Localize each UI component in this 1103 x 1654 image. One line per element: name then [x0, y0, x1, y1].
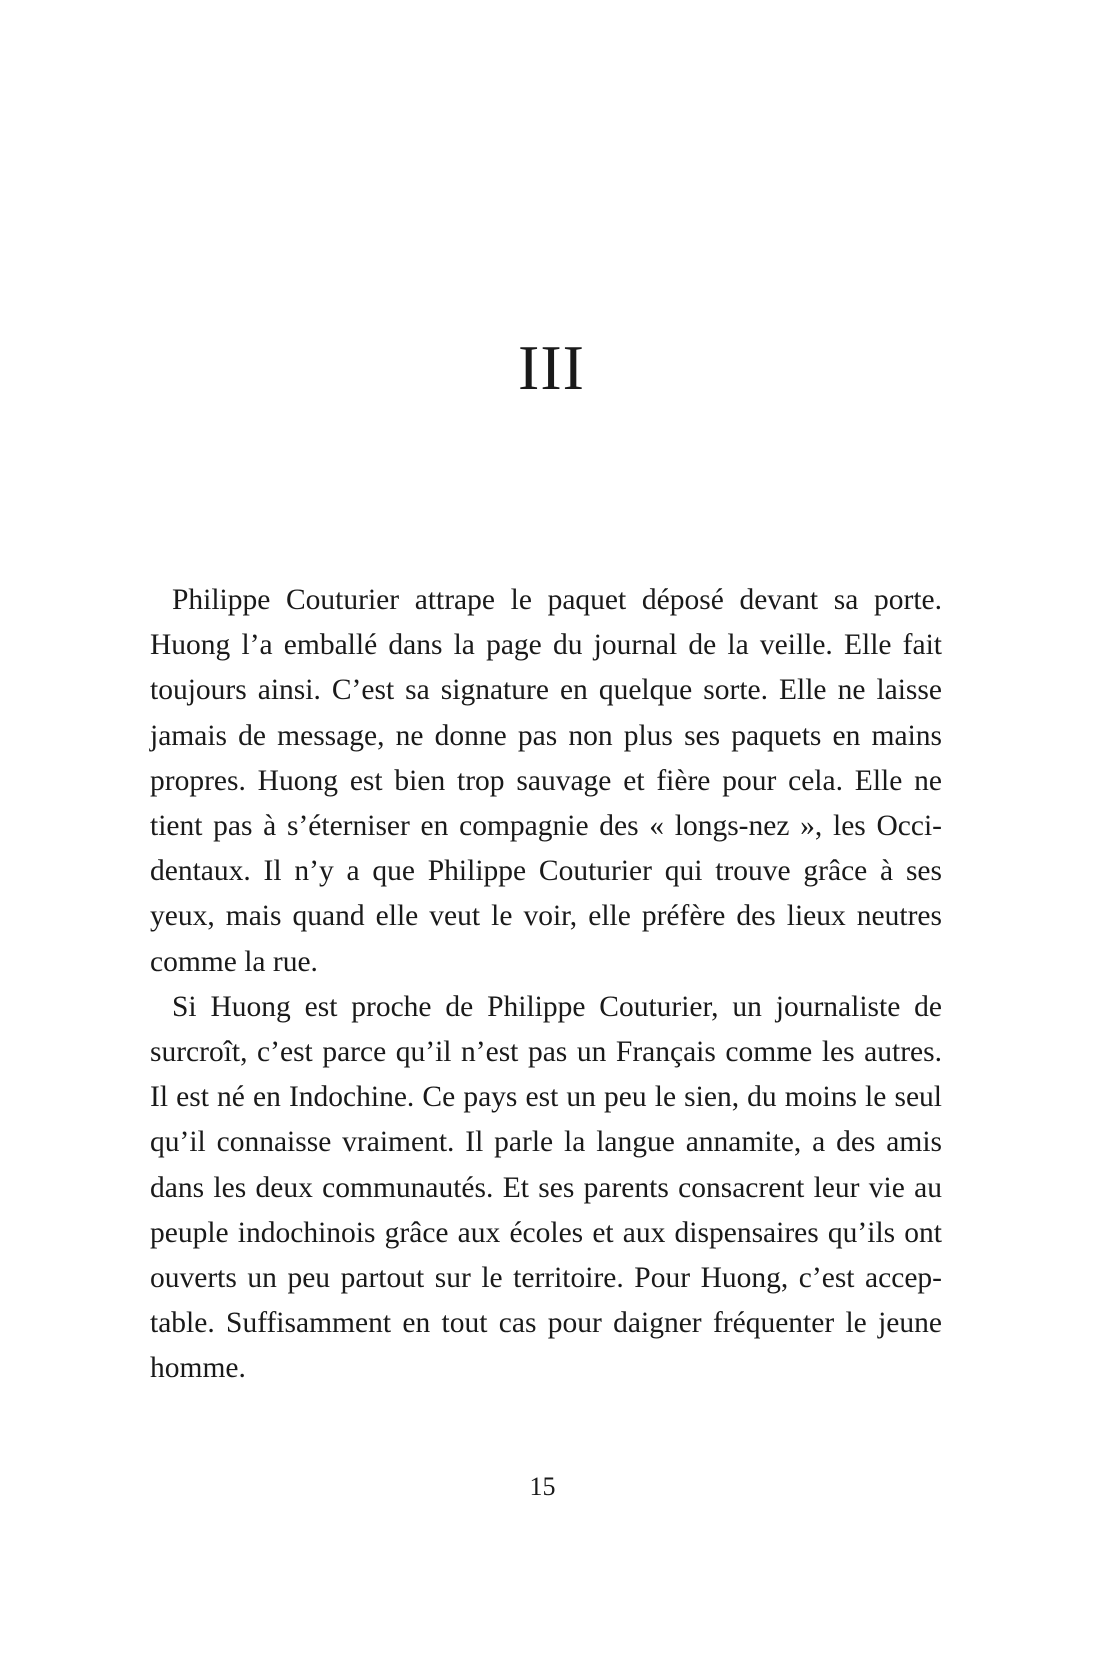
text-line: Il est né en Indochine. Ce pays est un peu le sien, du moins le seul	[150, 1081, 942, 1114]
page-number: 15	[529, 1472, 556, 1501]
text-line: toujours ainsi. C’est sa signature en quelque sorte. Elle ne laisse	[150, 674, 942, 707]
text-line: propres. Huong est bien trop sauvage et fière pour cela. Elle ne	[150, 764, 942, 797]
paragraph-2	[150, 985, 942, 1392]
text-line: peuple indochinois grâce aux écoles et aux dispensaires qu’ils ont	[150, 1216, 942, 1249]
text-line: surcroît, c’est parce qu’il n’est pas un Français comme les autres.	[150, 1036, 942, 1069]
chapter-title: III	[518, 332, 585, 403]
text-line: homme.	[150, 1352, 246, 1385]
text-line: comme la rue.	[150, 945, 318, 978]
text-line: dentaux. Il n’y a que Philippe Couturier qui trouve grâce à ses	[150, 855, 942, 888]
text-line: table. Suffisamment en tout cas pour daigner fréquenter le jeune	[150, 1307, 942, 1340]
text-line: dans les deux communautés. Et ses parents consacrent leur vie au	[150, 1171, 942, 1204]
text-line: qu’il connaisse vraiment. Il parle la langue annamite, a des amis	[150, 1126, 942, 1159]
text-line: Huong l’a emballé dans la page du journal de la veille. Elle fait	[150, 629, 942, 662]
text-line: tient pas à s’éterniser en compagnie des « longs-nez », les Occi-	[150, 810, 942, 843]
text-line: ouverts un peu partout sur le territoire. Pour Huong, c’est accep-	[150, 1262, 942, 1295]
chapter-body	[150, 578, 942, 1392]
text-line: Si Huong est proche de Philippe Couturier, un journaliste de	[172, 990, 942, 1023]
text-line: yeux, mais quand elle veut le voir, elle préfère des lieux neutres	[150, 900, 942, 933]
paragraph-1	[150, 578, 942, 985]
text-line: jamais de message, ne donne pas non plus ses paquets en mains	[150, 719, 942, 752]
text-line: Philippe Couturier attrape le paquet déposé devant sa porte.	[172, 584, 942, 616]
